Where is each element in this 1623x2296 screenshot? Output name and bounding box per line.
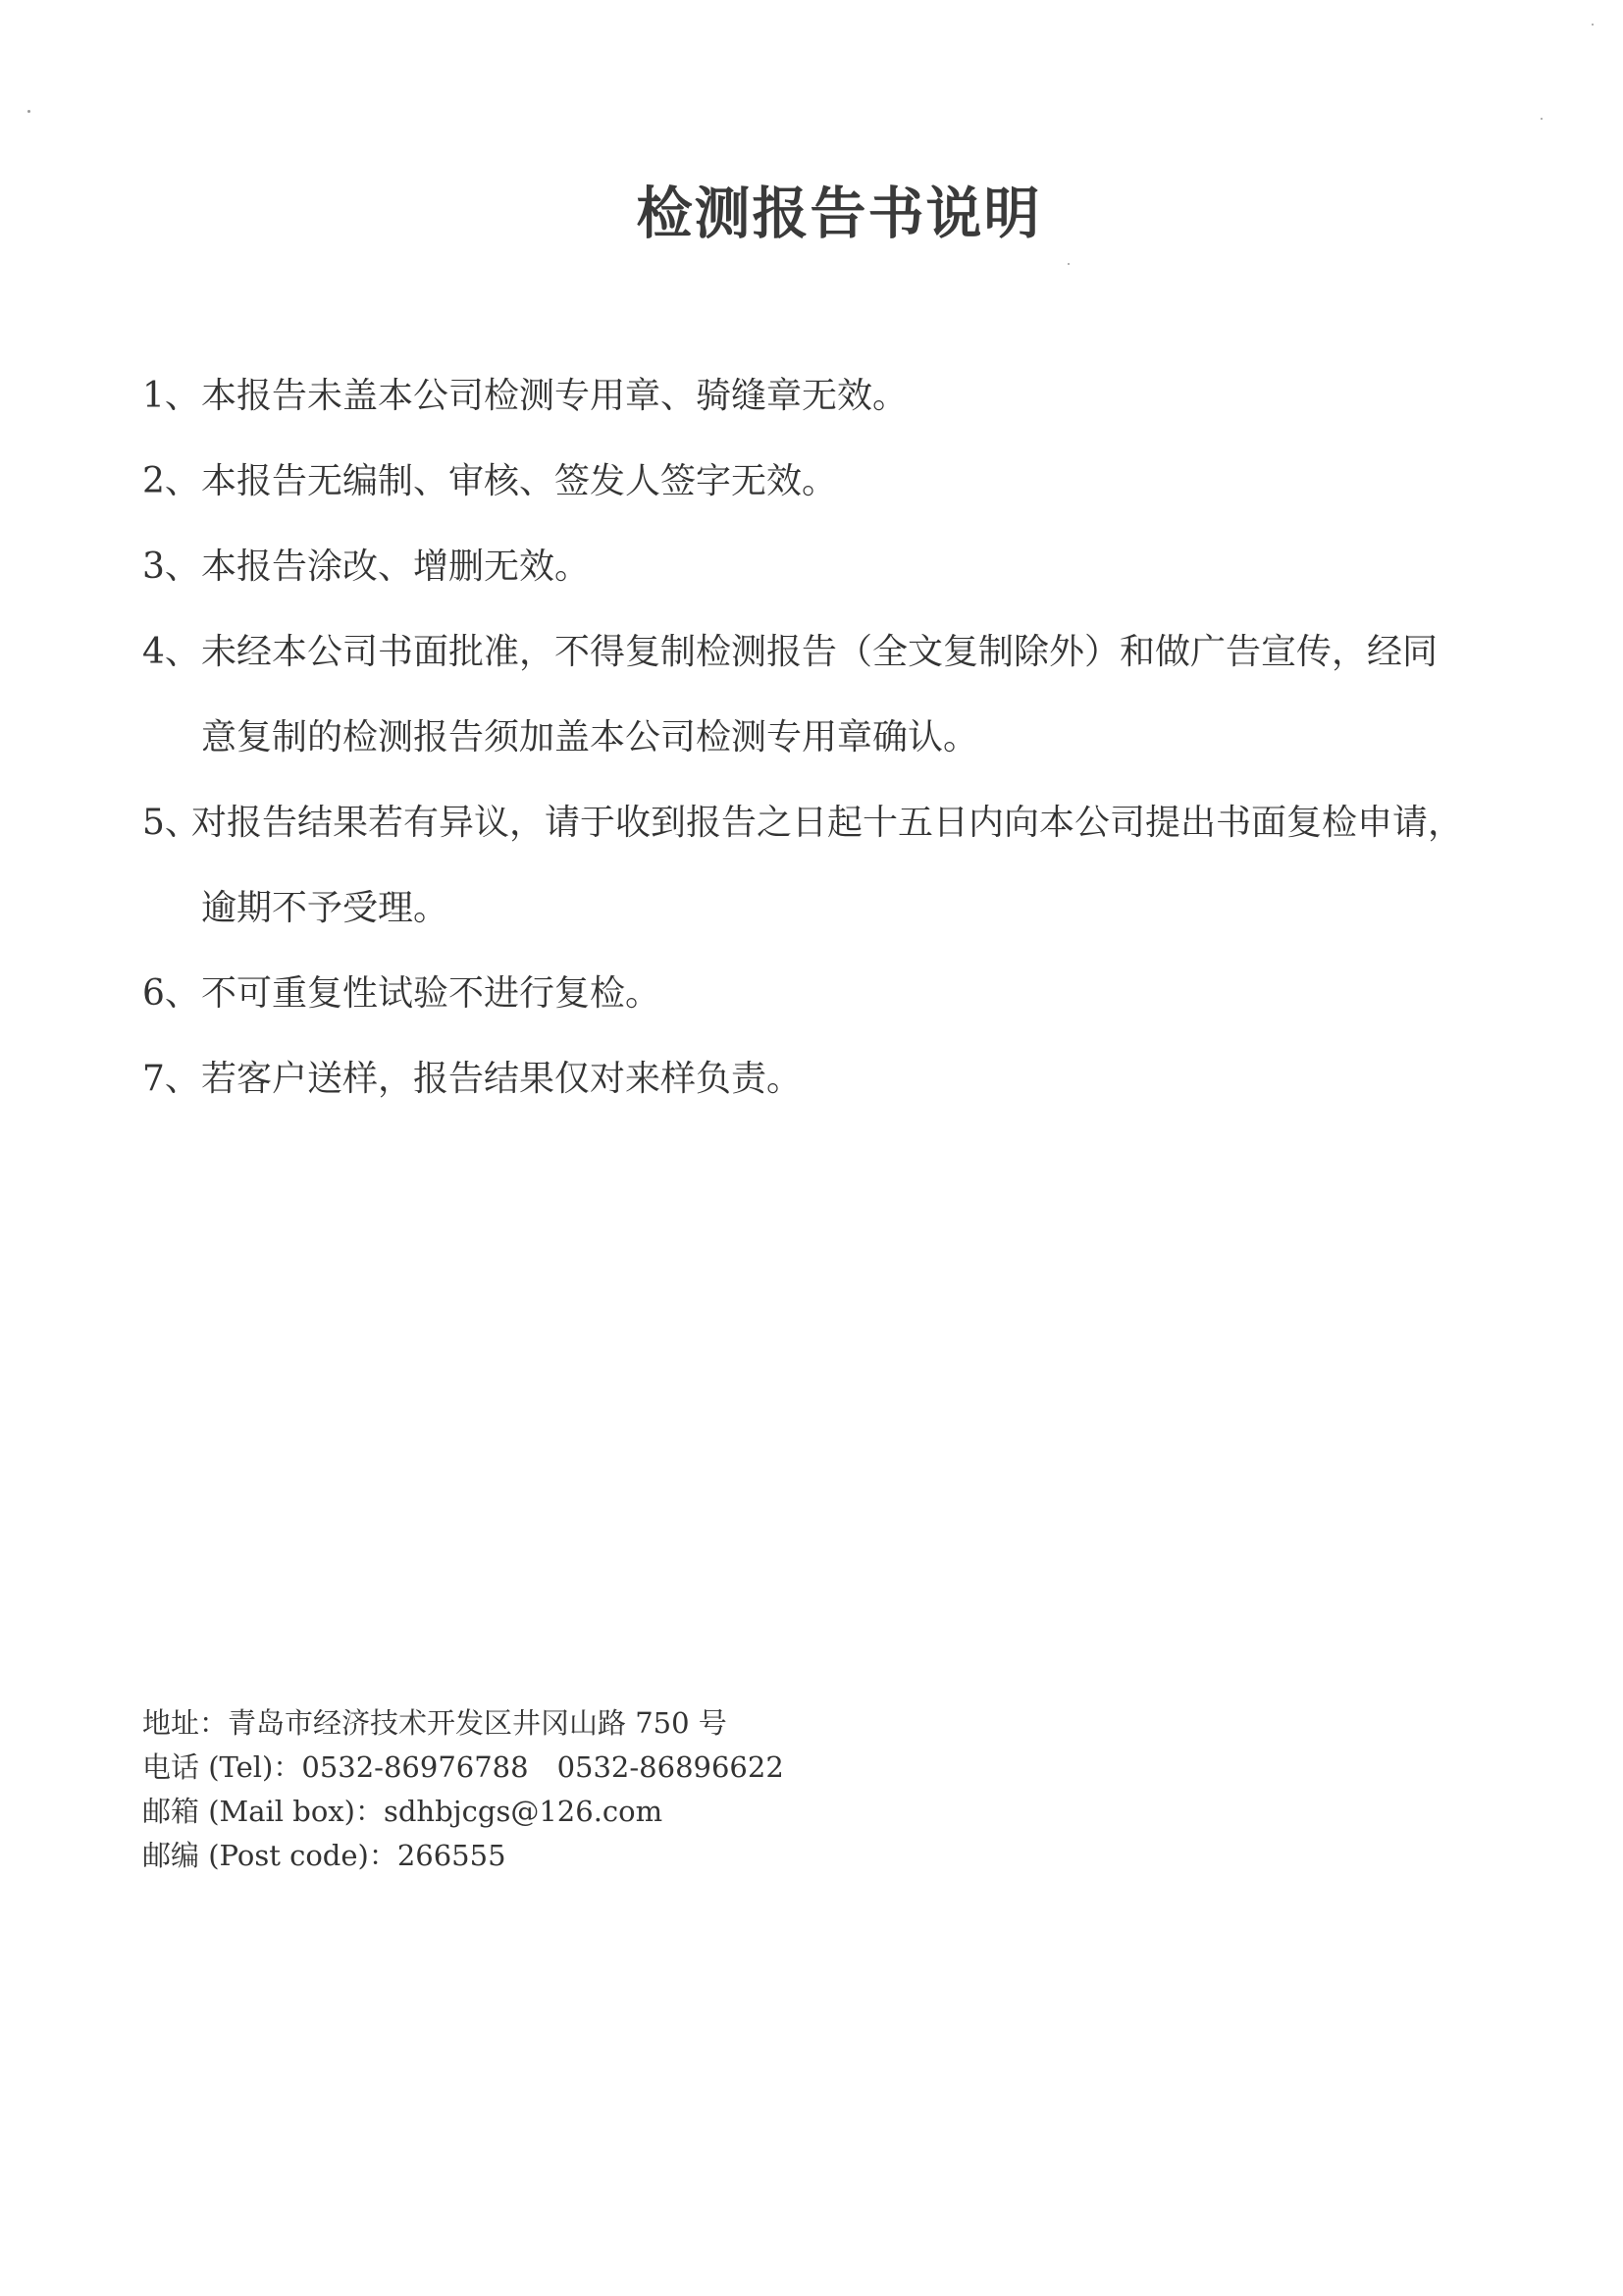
contact-block [142, 1701, 1025, 1878]
scan-speck [1068, 263, 1070, 265]
rule-continuation: 意复制的检测报告须加盖本公司检测专用章确认。 [201, 717, 979, 757]
scan-speck [1541, 118, 1543, 120]
rule-number: 6、 [142, 973, 200, 1014]
rule-text: 不可重复性试验不进行复检。 [201, 973, 661, 1014]
rule-item [142, 1036, 1545, 1122]
rule-text: 对报告结果若有异议，请于收到报告之日起十五日内向本公司提出书面复检申请， [191, 803, 1464, 843]
rule-item [142, 524, 1545, 609]
rule-continuation: 逾期不予受理。 [201, 888, 449, 928]
rule-number: 1、 [142, 376, 200, 416]
contact-email: 邮箱 (Mail box)：sdhbjcgs@126.com [142, 1795, 663, 1828]
contact-postcode: 邮编 (Post code)：266555 [142, 1839, 506, 1872]
rule-item [142, 439, 1545, 524]
contact-phone: 电话 (Tel)：0532-86976788 0532-86896622 [142, 1750, 784, 1784]
rule-number: 2、 [142, 461, 200, 501]
scan-speck [1592, 24, 1594, 26]
rule-number: 5、 [142, 803, 200, 843]
rule-item [142, 780, 1545, 865]
rule-item [142, 353, 1545, 439]
rule-text: 若客户送样，报告结果仅对来样负责。 [201, 1059, 803, 1099]
rule-item [142, 609, 1545, 695]
rule-item [142, 951, 1545, 1036]
rule-number: 4、 [142, 632, 200, 672]
rules-list [142, 353, 1545, 1122]
rule-text: 本报告未盖本公司检测专用章、骑缝章无效。 [201, 376, 909, 416]
rule-text: 本报告涂改、增删无效。 [201, 547, 591, 587]
rule-text: 本报告无编制、审核、签发人签字无效。 [201, 461, 838, 501]
scan-speck [27, 110, 30, 113]
contact-address: 地址：青岛市经济技术开发区井冈山路 750 号 [142, 1706, 727, 1740]
rule-text: 未经本公司书面批准，不得复制检测报告（全文复制除外）和做广告宣传，经同 [201, 632, 1439, 672]
page-title: 检测报告书说明 [636, 182, 1042, 246]
rule-number: 3、 [142, 547, 200, 587]
rule-number: 7、 [142, 1059, 200, 1099]
